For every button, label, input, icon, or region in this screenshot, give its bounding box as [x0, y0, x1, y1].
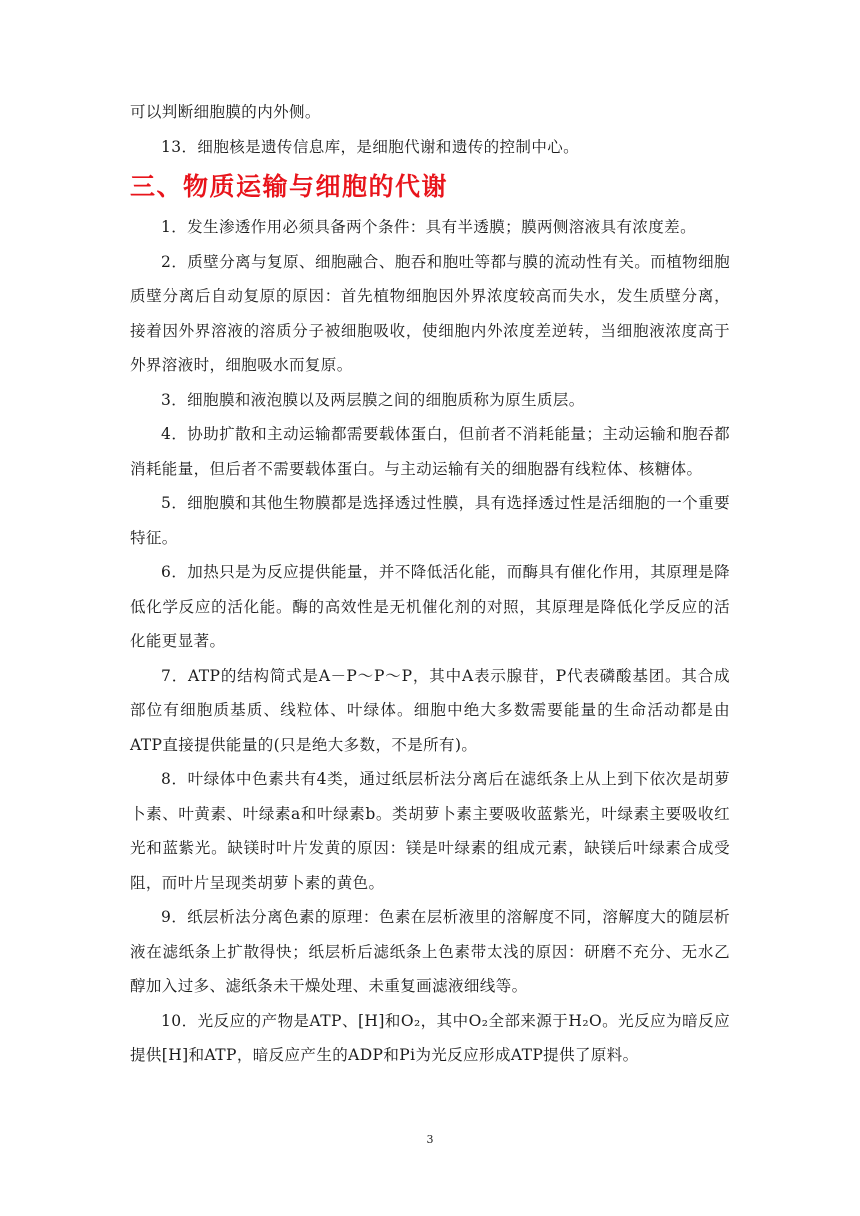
item-10: 10．光反应的产物是ATP、[H]和O₂，其中O₂全部来源于H₂O。光反应为暗反应提供[H]和ATP，暗反应产生的ADP和Pi为光反应形成ATP提供了原料。	[130, 1011, 730, 1064]
page-content	[130, 95, 730, 1073]
continuation-paragraph: 可以判断细胞膜的内外侧。	[130, 103, 321, 121]
item-4: 4．协助扩散和主动运输都需要载体蛋白，但前者不消耗能量；主动运输和胞吞都消耗能量，但后者不需要载体蛋白。与主动运输有关的细胞器有线粒体、核糖体。	[130, 425, 730, 478]
section-heading: 三、物质运输与细胞的代谢	[130, 172, 449, 201]
item-2: 2．质壁分离与复原、细胞融合、胞吞和胞吐等都与膜的流动性有关。而植物细胞质壁分离后自动复原的原因：首先植物细胞因外界浓度较高而失水，发生质壁分离，接着因外界溶液的溶质分子被细胞吸收，使细胞内外浓度差逆转，当细胞液浓度高于外界溶液时，细胞吸水而复原。	[130, 252, 730, 374]
item-8: 8．叶绿体中色素共有4类，通过纸层析法分离后在滤纸条上从上到下依次是胡萝卜素、叶黄素、叶绿素a和叶绿素b。类胡萝卜素主要吸收蓝紫光，叶绿素主要吸收红光和蓝紫光。缺镁时叶片发黄的原因：镁是叶绿素的组成元素，缺镁后叶绿素合成受阻，而叶片呈现类胡萝卜素的黄色。	[130, 770, 730, 892]
item-5: 5．细胞膜和其他生物膜都是选择透过性膜，具有选择透过性是活细胞的一个重要特征。	[130, 494, 730, 547]
item-3: 3．细胞膜和液泡膜以及两层膜之间的细胞质称为原生质层。	[161, 390, 585, 409]
item-6: 6．加热只是为反应提供能量，并不降低活化能，而酶具有催化作用，其原理是降低化学反应的活化能。酶的高效性是无机催化剂的对照，其原理是降低化学反应的活化能更显著。	[130, 563, 730, 650]
item-9: 9．纸层析法分离色素的原理：色素在层析液里的溶解度不同，溶解度大的随层析液在滤纸条上扩散得快；纸层析后滤纸条上色素带太浅的原因：研磨不充分、无水乙醇加入过多、滤纸条未干燥处理、未重复画滤液细线等。	[130, 908, 730, 995]
page-number: 3	[426, 1133, 434, 1146]
item-1: 1．发生渗透作用必须具备两个条件：具有半透膜；膜两侧溶液具有浓度差。	[161, 218, 696, 236]
item-7: 7．ATP的结构简式是A－P～P～P，其中A表示腺苷，P代表磷酸基团。其合成部位有细胞质基质、线粒体、叶绿体。细胞中绝大多数需要能量的生命活动都是由ATP直接提供能量的(只是绝大多数，不是所有)。	[130, 666, 730, 754]
item-13: 13．细胞核是遗传信息库，是细胞代谢和遗传的控制中心。	[161, 137, 580, 156]
